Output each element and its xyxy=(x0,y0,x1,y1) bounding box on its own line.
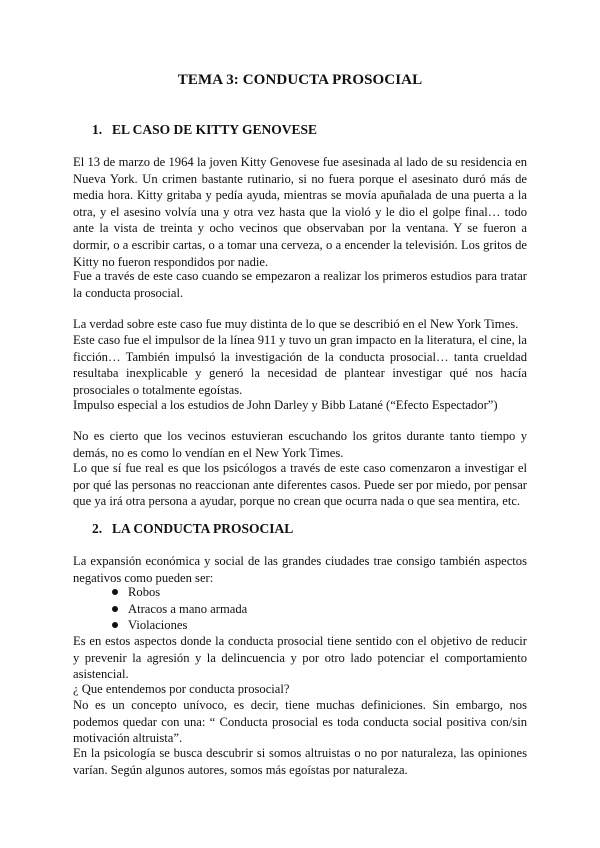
paragraph: No es un concepto unívoco, es decir, tiene muchas definiciones. Sin embargo, nos podemos quedar con una: “ Conducta prosocial es toda conducta social positiva con/sin motivación altruista”. xyxy=(73,698,527,746)
bullet-list xyxy=(73,584,527,634)
paragraph: Este caso fue el impulsor de la línea 911 y tuvo un gran impacto en la literatura, el cine, la ficción… También impulsó la investigación de la conducta prosocial… tanta crueldad resultaba inexplicable y generó la necesidad de plantear investigar qué nos hacía prosociales o totalmente egoístas. xyxy=(73,333,527,397)
paragraph: No es cierto que los vecinos estuvieran escuchando los gritos durante tanto tiempo y demás, no es como lo vendían en el New York Times. xyxy=(73,429,527,460)
list-item: Atracos a mano armada xyxy=(73,601,527,618)
question-line: ¿ Que entendemos por conducta prosocial? xyxy=(73,682,290,696)
list-item: Robos xyxy=(73,584,527,601)
paragraph: La expansión económica y social de las grandes ciudades trae consigo también aspectos negativos como pueden ser: xyxy=(73,554,527,585)
section-title: EL CASO DE KITTY GENOVESE xyxy=(112,122,318,137)
paragraph: Impulso especial a los estudios de John Darley y Bibb Latané (“Efecto Espectador”) xyxy=(73,398,498,412)
paragraph: Lo que sí fue real es que los psicólogos a través de este caso comenzaron a investigar el por qué las personas no reaccionan ante diferentes casos. Puede ser por miedo, por pensar que ya irá otra persona a ayudar, porque no crean que ocurra nada o que sea mentira, etc. xyxy=(73,461,527,509)
paragraph: Fue a través de este caso cuando se empezaron a realizar los primeros estudios para tratar la conducta prosocial. xyxy=(73,269,527,300)
bullet-icon xyxy=(112,622,118,628)
page-title: TEMA 3: CONDUCTA PROSOCIAL xyxy=(177,72,423,88)
section-number: 2. xyxy=(92,521,103,536)
paragraph: El 13 de marzo de 1964 la joven Kitty Genovese fue asesinada al lado de su residencia en Nueva York. Un crimen bastante rutinario, si no fuera porque el asesinato duró más de media hora. Kitty gritaba y pedía ayuda, mientras se movía apuñalada de una puerta a la otra, y el asesino volvía una y otra vez hasta que la violó y le dio el golpe final… todo ante la vista de treinta y ocho vecinos que observaban por la ventana. Y se fueron a dormir, o a escribir cartas, o a tomar una cerveza, o a encender la televisión. Los gritos de Kitty no fueron respondidos por nadie. xyxy=(73,155,527,269)
section-title: LA CONDUCTA PROSOCIAL xyxy=(112,521,294,536)
paragraph: Es en estos aspectos donde la conducta prosocial tiene sentido con el objetivo de reducir y prevenir la agresión y la delincuencia y por otro lado potenciar el comportamiento asistencial. xyxy=(73,634,527,682)
bullet-icon xyxy=(112,589,118,595)
list-item: Violaciones xyxy=(73,617,527,634)
paragraph: En la psicología se busca descubrir si somos altruistas o no por naturaleza, las opiniones varían. Según algunos autores, somos más egoístas por naturaleza. xyxy=(73,746,527,777)
bullet-icon xyxy=(112,606,118,612)
paragraph: La verdad sobre este caso fue muy distinta de lo que se describió en el New York Times. xyxy=(73,317,519,331)
section-number: 1. xyxy=(92,122,103,137)
section-heading-1 xyxy=(92,122,317,138)
section-heading-2 xyxy=(92,521,293,537)
